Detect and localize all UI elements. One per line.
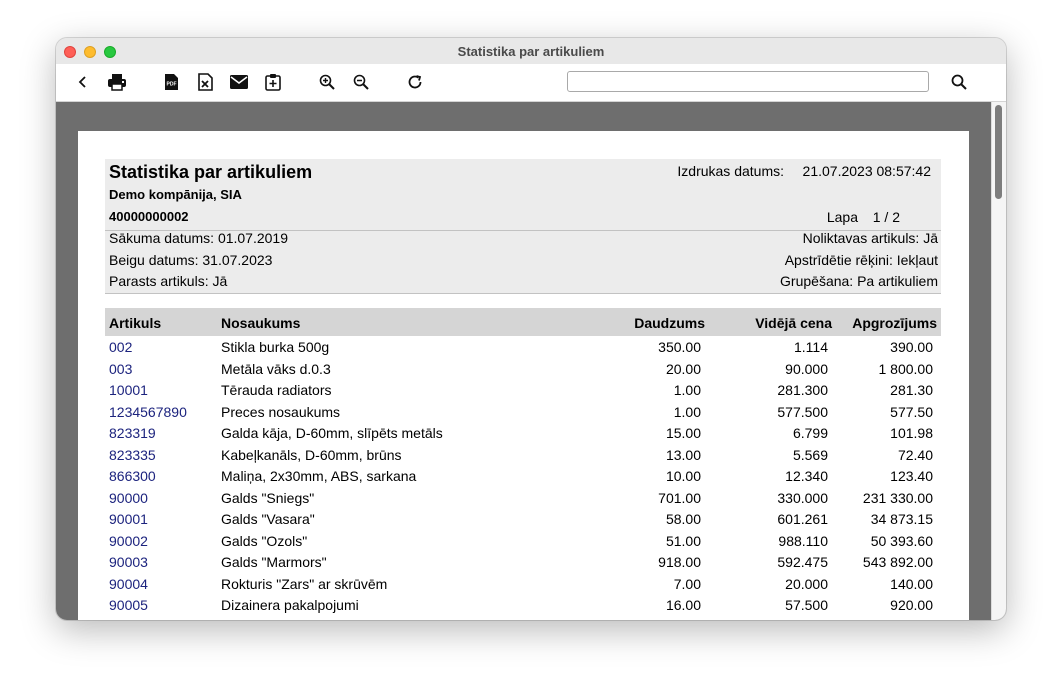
table-row [105, 336, 941, 358]
item-quantity: 7.00 [673, 575, 701, 592]
item-quantity: 918.00 [658, 554, 701, 570]
table-row [105, 551, 941, 573]
article-link[interactable]: 866300 [109, 468, 156, 484]
item-turnover: 101.98 [890, 425, 933, 441]
print-icon [107, 73, 127, 91]
mail-icon [230, 75, 248, 89]
item-average-price: 1.114 [794, 339, 828, 355]
item-name: Maliņa, 2x30mm, ABS, sarkana [221, 468, 417, 484]
item-average-price: 5.569 [792, 446, 828, 463]
zoom-out-icon [353, 74, 369, 90]
article-link[interactable]: 90000 [109, 489, 148, 506]
item-average-price: 577.500 [777, 403, 828, 420]
back-icon [76, 75, 90, 89]
zoom-out-button[interactable] [349, 71, 373, 93]
item-average-price: 12.340 [785, 468, 828, 484]
item-name: Kabeļkanāls, D-60mm, brūns [221, 446, 402, 463]
print-button[interactable] [105, 71, 129, 93]
report-header [105, 159, 941, 294]
item-quantity: 16.00 [665, 597, 701, 613]
item-quantity: 51.00 [665, 532, 701, 549]
item-turnover: 34 873.15 [870, 511, 933, 527]
title-bar [56, 38, 1006, 64]
table-row [105, 487, 941, 509]
item-average-price: 6.799 [792, 425, 828, 441]
item-turnover: 920.00 [890, 597, 933, 613]
email-button[interactable] [227, 71, 251, 93]
grouping-filter: Grupēšana: Pa artikuliem [780, 273, 938, 289]
table-row [105, 594, 941, 616]
clipboard-button[interactable] [261, 71, 285, 93]
article-link[interactable]: 90005 [109, 597, 148, 613]
table-body [105, 336, 941, 616]
stock-item-filter: Noliktavas artikuls: Jā [802, 230, 938, 246]
clipboard-icon [265, 73, 281, 91]
item-name: Preces nosaukums [221, 403, 341, 420]
column-header-article: Artikuls [109, 315, 162, 331]
article-link[interactable]: 90002 [109, 532, 148, 549]
item-name: Galds "Vasara" [221, 511, 315, 527]
excel-icon [197, 73, 213, 91]
item-quantity: 1.00 [673, 403, 701, 420]
column-header-quantity: Daudzums [634, 315, 705, 331]
report-page [78, 131, 969, 620]
pdf-button[interactable] [159, 71, 183, 93]
search-button[interactable] [947, 71, 971, 93]
item-average-price: 57.500 [785, 597, 828, 613]
company-name: Demo kompānija, SIA [109, 187, 242, 202]
table-row [105, 573, 941, 595]
item-name: Rokturis "Zars" ar skrūvēm [221, 575, 388, 592]
item-turnover: 50 393.60 [870, 532, 933, 549]
article-link[interactable]: 10001 [109, 382, 148, 398]
item-quantity: 13.00 [665, 446, 701, 463]
item-average-price: 20.000 [785, 575, 828, 592]
report-title: Statistika par artikuliem [109, 162, 313, 182]
start-date: Sākuma datums: 01.07.2019 [109, 230, 289, 246]
column-header-turnover: Apgrozījums [852, 315, 937, 331]
vertical-scrollbar[interactable] [991, 102, 1006, 620]
item-turnover: 281.30 [890, 382, 933, 398]
item-average-price: 90.000 [785, 360, 828, 377]
print-date-label: Izdrukas datums: [677, 163, 784, 179]
item-quantity: 1.00 [673, 382, 701, 398]
end-date: Beigu datums: 31.07.2023 [109, 252, 273, 268]
item-quantity: 20.00 [665, 360, 701, 377]
disputed-invoices-filter: Apstrīdētie rēķini: Iekļaut [784, 252, 938, 268]
svg-text:PDF: PDF [166, 81, 177, 88]
article-link[interactable]: 003 [109, 360, 133, 377]
table-row [105, 444, 941, 466]
print-date-value: 21.07.2023 08:57:42 [802, 163, 931, 179]
zoom-in-button[interactable] [315, 71, 339, 93]
article-link[interactable]: 823335 [109, 446, 156, 463]
item-quantity: 58.00 [665, 511, 701, 527]
article-link[interactable]: 90003 [109, 554, 148, 570]
search-input[interactable] [567, 71, 929, 92]
item-name: Stikla burka 500g [221, 339, 330, 355]
item-average-price: 281.300 [777, 382, 828, 398]
table-row [105, 358, 941, 380]
app-window [56, 38, 1006, 620]
item-quantity: 15.00 [665, 425, 701, 441]
article-link[interactable]: 823319 [109, 425, 156, 441]
registration-number: 40000000002 [109, 209, 189, 224]
item-turnover: 390.00 [890, 339, 933, 355]
item-quantity: 10.00 [665, 468, 701, 484]
item-name: Tērauda radiators [221, 382, 332, 398]
table-row [105, 401, 941, 423]
item-quantity: 350.00 [658, 339, 701, 355]
item-turnover: 140.00 [890, 575, 933, 592]
item-name: Dizainera pakalpojumi [221, 597, 359, 613]
refresh-button[interactable] [403, 71, 427, 93]
table-row [105, 530, 941, 552]
item-turnover: 123.40 [890, 468, 933, 484]
item-turnover: 72.40 [897, 446, 933, 463]
window-title: Statistika par artikuliem [457, 44, 605, 59]
scrollbar-thumb[interactable] [995, 105, 1002, 199]
article-link[interactable]: 002 [109, 339, 133, 355]
item-average-price: 592.475 [777, 554, 828, 570]
toolbar [56, 64, 1006, 102]
column-header-name: Nosaukums [221, 315, 301, 331]
back-button[interactable] [71, 71, 95, 93]
item-average-price: 988.110 [778, 532, 828, 549]
refresh-icon [407, 74, 423, 90]
item-average-price: 601.261 [777, 511, 828, 527]
table-row [105, 379, 941, 401]
article-link[interactable]: 1234567890 [109, 403, 187, 420]
table-row [105, 465, 941, 487]
item-turnover: 231 330.00 [862, 489, 933, 506]
page-label: Lapa [826, 209, 858, 225]
item-turnover: 577.50 [890, 403, 933, 420]
regular-item-filter: Parasts artikuls: Jā [109, 273, 228, 289]
article-link[interactable]: 90004 [109, 575, 148, 592]
item-name: Galds "Sniegs" [221, 489, 315, 506]
pdf-icon [163, 73, 179, 91]
item-name: Galds "Marmors" [221, 554, 327, 570]
item-name: Galds "Ozols" [221, 532, 308, 549]
table-row [105, 508, 941, 530]
zoom-in-icon [319, 74, 335, 90]
item-name: Galda kāja, D-60mm, slīpēts metāls [221, 425, 443, 441]
item-average-price: 330.000 [777, 489, 828, 506]
item-name: Metāla vāks d.0.3 [221, 360, 331, 377]
page-number: 1 / 2 [872, 209, 900, 225]
item-turnover: 543 892.00 [862, 554, 933, 570]
report-viewer[interactable] [56, 102, 1006, 620]
item-quantity: 701.00 [658, 489, 701, 506]
article-link[interactable]: 90001 [109, 511, 148, 527]
search-icon [951, 74, 967, 90]
column-header-average-price: Vidējā cena [755, 315, 832, 331]
table-header [105, 308, 941, 336]
divider [105, 293, 941, 294]
item-turnover: 1 800.00 [878, 360, 933, 377]
table-row [105, 422, 941, 444]
excel-button[interactable] [193, 71, 217, 93]
